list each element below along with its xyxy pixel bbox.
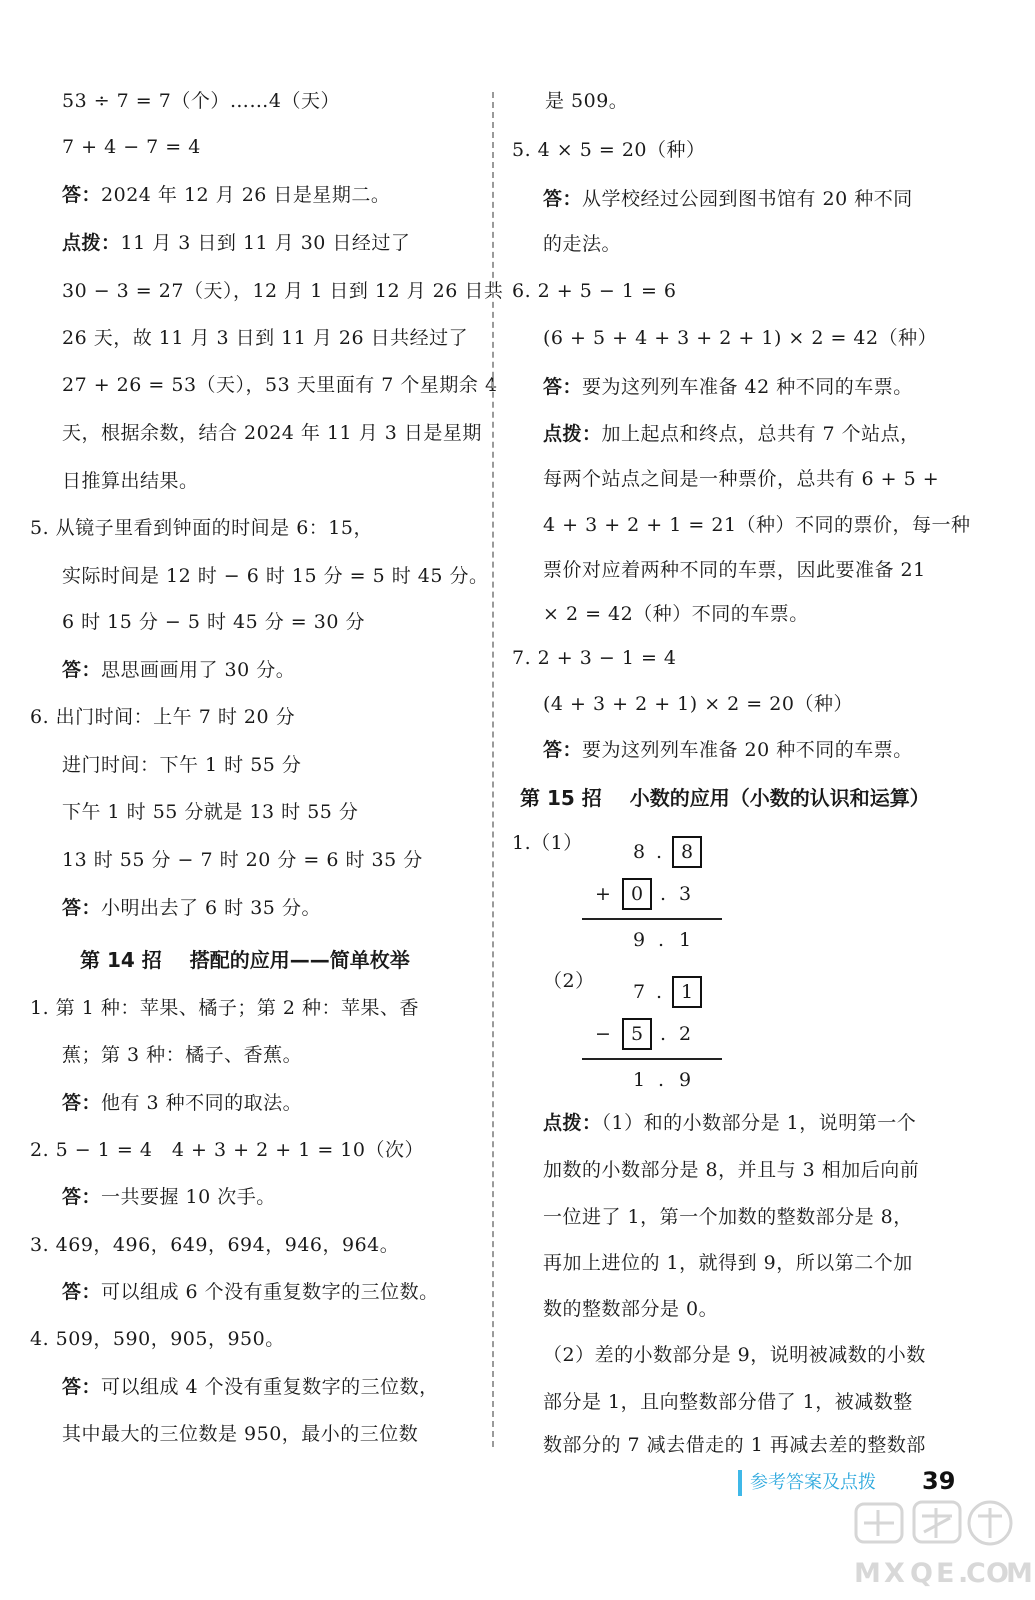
text-line xyxy=(545,88,628,114)
text-line xyxy=(512,278,677,304)
text-line xyxy=(62,372,498,398)
line-text: 要为这列列车准备 20 种不同的车票。 xyxy=(582,739,913,761)
decimal-point: . xyxy=(659,1023,667,1045)
line-text: 部分是 1，且向整数部分借了 1，被减数整 xyxy=(543,1391,913,1413)
watermark-logo xyxy=(850,1496,1033,1590)
line-text: 日推算出结果。 xyxy=(62,470,199,492)
text-line xyxy=(512,645,677,671)
line-text: 5. 4 × 5 = 20（种） xyxy=(512,139,706,161)
answer-label: 答： xyxy=(62,659,102,681)
line-text: 3. 469，496，649，694，946，964。 xyxy=(30,1234,400,1256)
line-text: 再加上进位的 1，就得到 9，所以第二个加 xyxy=(543,1252,913,1274)
footer-accent-bar xyxy=(738,1470,742,1496)
text-line xyxy=(543,186,913,212)
text-line xyxy=(62,609,365,635)
line-text: 每两个站点之间是一种票价，总共有 6 + 5 + xyxy=(543,468,940,490)
answer-label: 答： xyxy=(62,1186,102,1208)
section-title: 小数的应用（小数的认识和运算） xyxy=(629,786,930,810)
line-text: 6. 2 + 5 − 1 = 6 xyxy=(512,280,677,302)
line-text: 加上起点和终点，总共有 7 个站点， xyxy=(601,423,920,445)
line-text: 小明出去了 6 时 35 分。 xyxy=(101,897,321,919)
vertical-addition xyxy=(590,836,730,956)
line-text: 蕉；第 3 种：橘子、香蕉。 xyxy=(62,1044,303,1066)
svg-text:E: E xyxy=(936,1558,955,1589)
answer-box: 8 xyxy=(672,836,702,868)
section-heading-14 xyxy=(80,946,410,974)
column-divider xyxy=(492,92,494,1447)
line-text: 2024 年 12 月 26 日是星期二。 xyxy=(101,184,391,206)
section-title: 搭配的应用——简单枚举 xyxy=(189,948,410,972)
text-line xyxy=(543,231,621,257)
text-line xyxy=(543,512,971,538)
section-heading-15 xyxy=(520,784,930,812)
answer-label: 点拨： xyxy=(543,1112,602,1134)
line-text: 天，根据余数，结合 2024 年 11 月 3 日是星期 xyxy=(62,422,482,444)
text-line xyxy=(543,325,937,351)
answer-label: 答： xyxy=(62,1092,102,1114)
svg-text:C: C xyxy=(966,1558,986,1589)
text-line xyxy=(543,691,853,717)
answer-box: 5 xyxy=(622,1018,652,1050)
answer-label: 答： xyxy=(62,1281,102,1303)
line-text: 思思画画用了 30 分。 xyxy=(101,659,296,681)
line-text: 可以组成 6 个没有重复数字的三位数。 xyxy=(101,1281,439,1303)
text-line xyxy=(62,1090,302,1116)
decimal-point: . xyxy=(655,841,663,863)
text-line xyxy=(62,752,301,778)
page-number: 39 xyxy=(922,1467,956,1495)
text-line xyxy=(543,1432,926,1458)
text-line xyxy=(543,601,809,627)
line-text: （1）和的小数部分是 1，说明第一个 xyxy=(601,1112,917,1134)
answer-label: 答： xyxy=(62,1376,102,1398)
line-text: 一共要握 10 次手。 xyxy=(101,1186,276,1208)
line-text: 27 + 26 = 53（天），53 天里面有 7 个星期余 4 xyxy=(62,374,498,396)
text-line xyxy=(62,230,410,256)
svg-text:X: X xyxy=(884,1558,905,1589)
digit: 8 xyxy=(632,841,646,863)
line-text: 11 月 3 日到 11 月 30 日经过了 xyxy=(120,232,411,254)
answer-label: 答： xyxy=(543,188,583,210)
text-line xyxy=(543,374,913,400)
decimal-point: . xyxy=(657,929,665,951)
line-text: (6 + 5 + 4 + 3 + 2 + 1) × 2 = 42（种） xyxy=(543,327,938,349)
answer-label: 答： xyxy=(543,739,583,761)
line-text: 26 天，故 11 月 3 日到 11 月 26 日共经过了 xyxy=(62,327,469,349)
text-line xyxy=(62,182,390,208)
text-line xyxy=(62,468,199,494)
line-text: 53 ÷ 7 = 7（个）……4（天） xyxy=(62,90,340,112)
answer-box: 0 xyxy=(622,878,652,910)
line-text: 要为这列列车准备 42 种不同的车票。 xyxy=(582,376,913,398)
text-line xyxy=(30,704,295,730)
svg-text:Q: Q xyxy=(910,1558,933,1589)
text-line xyxy=(62,1184,276,1210)
line-text: 的走法。 xyxy=(543,233,622,255)
text-line xyxy=(62,325,468,351)
vertical-subtraction xyxy=(590,976,730,1096)
text-line xyxy=(62,1374,439,1400)
digit: 1 xyxy=(678,929,692,951)
text-line xyxy=(543,466,939,492)
line-text: 30 − 3 = 27（天），12 月 1 日到 12 月 26 日共 xyxy=(62,280,504,302)
line-text: 加数的小数部分是 8，并且与 3 相加后向前 xyxy=(543,1159,920,1181)
answer-label: 答： xyxy=(543,376,583,398)
text-line xyxy=(30,995,419,1021)
text-line xyxy=(62,799,358,825)
line-text: 7 + 4 − 7 = 4 xyxy=(62,136,201,158)
digit: 9 xyxy=(632,929,646,951)
line-text: 6. 出门时间：上午 7 时 20 分 xyxy=(30,706,296,728)
answer-box: 1 xyxy=(672,976,702,1008)
text-line xyxy=(543,1342,926,1368)
text-line xyxy=(62,420,482,446)
line-text: 4. 509，590，905，950。 xyxy=(30,1328,285,1350)
text-line xyxy=(62,1042,302,1068)
decimal-point: . xyxy=(659,883,667,905)
answer-label: 点拨： xyxy=(543,423,602,445)
answer-label: 答： xyxy=(62,897,102,919)
line-text: 票价对应着两种不同的车票，因此要准备 21 xyxy=(543,559,926,581)
text-line xyxy=(62,563,489,589)
line-text: 是 509。 xyxy=(545,90,629,112)
text-line xyxy=(512,830,583,856)
line-text: 7. 2 + 3 − 1 = 4 xyxy=(512,647,677,669)
line-text: 进门时间：下午 1 时 55 分 xyxy=(62,754,302,776)
text-line xyxy=(62,1279,439,1305)
svg-text:M: M xyxy=(1006,1558,1033,1589)
text-line xyxy=(543,557,926,583)
digit: 7 xyxy=(632,981,646,1003)
line-text: 实际时间是 12 时 − 6 时 15 分 = 5 时 45 分。 xyxy=(62,565,489,587)
text-line xyxy=(30,515,373,541)
text-line xyxy=(62,847,423,873)
text-line xyxy=(543,968,595,994)
text-line xyxy=(62,278,503,304)
line-text: 4 + 3 + 2 + 1 = 21（种）不同的票价，每一种 xyxy=(543,514,971,536)
digit: 2 xyxy=(678,1023,692,1045)
decimal-point: . xyxy=(655,981,663,1003)
text-line xyxy=(512,137,706,163)
line-text: 下午 1 时 55 分就是 13 时 55 分 xyxy=(62,801,359,823)
text-line xyxy=(30,1137,424,1163)
digit: 1 xyxy=(632,1069,646,1091)
line-text: 他有 3 种不同的取法。 xyxy=(101,1092,303,1114)
text-line xyxy=(543,737,913,763)
line-text: 13 时 55 分 − 7 时 20 分 = 6 时 35 分 xyxy=(62,849,423,871)
line-text: 数的整数部分是 0。 xyxy=(543,1298,719,1320)
line-text: 1.（1） xyxy=(512,832,583,854)
digit: 3 xyxy=(678,883,692,905)
text-line xyxy=(543,1250,913,1276)
line-text: × 2 = 42（种）不同的车票。 xyxy=(543,603,809,625)
text-line xyxy=(543,1389,913,1415)
decimal-point: . xyxy=(657,1069,665,1091)
text-line xyxy=(543,1296,718,1322)
sum-line xyxy=(582,918,722,920)
section-number: 第 15 招 xyxy=(520,786,602,810)
line-text: 可以组成 4 个没有重复数字的三位数， xyxy=(101,1376,439,1398)
text-line xyxy=(62,1421,418,1447)
line-text: 5. 从镜子里看到钟面的时间是 6：15， xyxy=(30,517,373,539)
text-line xyxy=(62,895,321,921)
line-text: 从学校经过公园到图书馆有 20 种不同 xyxy=(582,188,913,210)
operator: + xyxy=(595,883,611,905)
line-text: （2）差的小数部分是 9，说明被减数的小数 xyxy=(543,1344,926,1366)
text-line xyxy=(62,134,201,160)
line-text: 其中最大的三位数是 950，最小的三位数 xyxy=(62,1423,419,1445)
line-text: 数部分的 7 减去借走的 1 再减去差的整数部 xyxy=(543,1434,926,1456)
section-number: 第 14 招 xyxy=(80,948,162,972)
difference-line xyxy=(582,1058,722,1060)
text-line xyxy=(30,1326,285,1352)
operator: − xyxy=(595,1023,611,1045)
line-text: (4 + 3 + 2 + 1) × 2 = 20（种） xyxy=(543,693,853,715)
text-line xyxy=(543,1204,913,1230)
text-line xyxy=(62,657,295,683)
text-line xyxy=(30,1232,399,1258)
svg-text:M: M xyxy=(854,1558,881,1589)
footer-label: 参考答案及点拨 xyxy=(750,1472,876,1493)
digit: 9 xyxy=(678,1069,692,1091)
text-line xyxy=(62,88,340,114)
answer-label: 答： xyxy=(62,184,102,206)
answer-label: 点拨： xyxy=(62,232,121,254)
text-line xyxy=(543,421,920,447)
line-text: 2. 5 − 1 = 4 4 + 3 + 2 + 1 = 10（次） xyxy=(30,1139,424,1161)
line-text: （2） xyxy=(543,970,595,992)
text-line xyxy=(543,1157,919,1183)
line-text: 一位进了 1，第一个加数的整数部分是 8， xyxy=(543,1206,913,1228)
svg-text:.: . xyxy=(958,1558,969,1589)
text-line xyxy=(543,1110,916,1136)
line-text: 1. 第 1 种：苹果、橘子；第 2 种：苹果、香 xyxy=(30,997,420,1019)
svg-text:O: O xyxy=(986,1558,1009,1589)
line-text: 6 时 15 分 − 5 时 45 分 = 30 分 xyxy=(62,611,365,633)
